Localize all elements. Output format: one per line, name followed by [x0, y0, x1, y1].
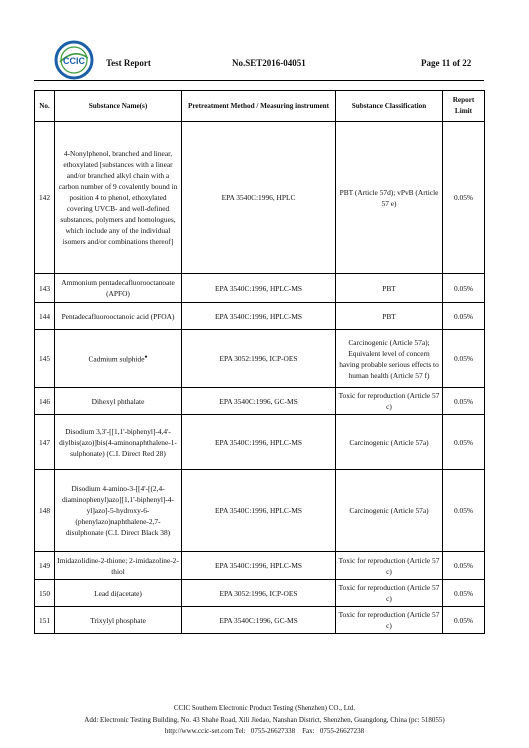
row-no: 146 — [35, 388, 55, 415]
row-limit: 0.05% — [443, 470, 485, 552]
row-classification: PBT — [336, 274, 443, 303]
row-limit: 0.05% — [443, 274, 485, 303]
logo-text: CCIC — [63, 56, 85, 66]
row-name — [55, 330, 182, 388]
row-method: EPA 3540C:1996, HPLC-MS — [182, 552, 336, 580]
substance-table — [34, 90, 485, 634]
row-limit: 0.05% — [443, 388, 485, 415]
row-limit: 0.05% — [443, 552, 485, 580]
row-name: 4-Nonylphenol, branched and linear, ethoxylated [substances with a linear and/or branched alkyl chain with a carbon number of 9 covalently bound in position 4 to phenol, ethoxylated covering UVCB- and well-defined substances, polymers and homologues, which include any of the individual isomers and/or combinations thereof] — [55, 122, 182, 274]
bullet-mark: ● — [144, 355, 148, 361]
page-number: Page 11 of 22 — [421, 58, 472, 68]
row-method: EPA 3540C:1996, HPLC-MS — [182, 274, 336, 303]
column-header-limit: Report Limit — [443, 91, 485, 122]
row-method: EPA 3540C:1996, HPLC-MS — [182, 470, 336, 552]
row-limit: 0.05% — [443, 607, 485, 634]
header-rule — [34, 80, 484, 81]
column-header-method: Pretreatment Method / Measuring instrument — [182, 91, 336, 122]
table-row — [35, 330, 485, 388]
row-name: Pentadecafluorooctanoic acid (PFOA) — [55, 303, 182, 330]
row-classification: Toxic for reproduction (Article 57 c) — [336, 580, 443, 607]
table-row — [35, 303, 485, 330]
row-method: EPA 3540C:1996, GC-MS — [182, 607, 336, 634]
row-classification: Toxic for reproduction (Article 57 c) — [336, 552, 443, 580]
row-classification: PBT (Article 57d); vPvB (Article 57 e) — [336, 122, 443, 274]
column-header-name: Substance Name(s) — [55, 91, 182, 122]
footer-address: Add: Electronic Testing Building, No. 43 Shahe Road, Xili Jiedao, Nanshan District, Shenzhen, Guangdong, China (pc: 518055) — [84, 716, 445, 724]
row-method: EPA 3540C:1996, HPLC-MS — [182, 415, 336, 470]
row-no: 144 — [35, 303, 55, 330]
row-classification: Toxic for reproduction (Article 57 c) — [336, 607, 443, 634]
footer-contact: http://www.ccic-set.com Tel: 0755-26627338 Fax: 0755-26627238 — [164, 727, 365, 735]
column-header-no: No. — [35, 91, 55, 122]
column-header-classification: Substance Classification — [336, 91, 443, 122]
row-method: EPA 3540C:1996, HPLC-MS — [182, 303, 336, 330]
row-limit: 0.05% — [443, 330, 485, 388]
table-row — [35, 388, 485, 415]
row-classification: Toxic for reproduction (Article 57 c) — [336, 388, 443, 415]
row-classification: Carcinogenic (Article 57a) — [336, 415, 443, 470]
row-no: 150 — [35, 580, 55, 607]
row-method: EPA 3540C:1996, GC-MS — [182, 388, 336, 415]
table-row — [35, 122, 485, 274]
row-classification: Carcinogenic (Article 57a) — [336, 470, 443, 552]
report-number: No.SET2016-04051 — [232, 58, 306, 68]
row-no: 143 — [35, 274, 55, 303]
table-header-row — [35, 91, 485, 122]
row-limit: 0.05% — [443, 580, 485, 607]
row-name-text: Cadmium sulphide — [88, 354, 145, 364]
row-name: Lead di(acetate) — [55, 580, 182, 607]
row-name: Imidazolidine-2-thione; 2-imidazoline-2-thiol — [55, 552, 182, 580]
row-name: Trixylyl phosphate — [55, 607, 182, 634]
row-method: EPA 3540C:1996, HPLC — [182, 122, 336, 274]
row-limit: 0.05% — [443, 122, 485, 274]
table-row — [35, 580, 485, 607]
table-row — [35, 415, 485, 470]
row-classification: PBT — [336, 303, 443, 330]
row-limit: 0.05% — [443, 303, 485, 330]
row-no: 149 — [35, 552, 55, 580]
row-name: Dihexyl phthalate — [55, 388, 182, 415]
table-row — [35, 470, 485, 552]
table-row — [35, 552, 485, 580]
ccic-logo-icon — [54, 40, 94, 80]
report-title: Test Report — [106, 58, 151, 68]
row-name: Ammonium pentadecafluorooctanoate (APFO) — [55, 274, 182, 303]
row-name: Disodium 3,3'-[[1,1'-biphenyl]-4,4'-diylbis(azo)]bis(4-aminonaphthalene-1-sulphonate) (C.I. Direct Red 28) — [55, 415, 182, 470]
table-row — [35, 274, 485, 303]
row-no: 145 — [35, 330, 55, 388]
row-no: 148 — [35, 470, 55, 552]
row-no: 147 — [35, 415, 55, 470]
row-name: Disodium 4-amino-3-[[4'-[(2,4-diaminophenyl)azo][1,1'-biphenyl]-4-yl]azo]-5-hydroxy-6-(phenylazo)naphthalene-2,7-disulphonate (C.I. Direct Black 38) — [55, 470, 182, 552]
row-classification: Carcinogenic (Article 57a); Equivalent level of concern having probable serious effects to human health (Article 57 f) — [336, 330, 443, 388]
row-method: EPA 3052:1996, ICP-OES — [182, 330, 336, 388]
page-header — [0, 0, 529, 90]
table-row — [35, 607, 485, 634]
row-limit: 0.05% — [443, 415, 485, 470]
footer-company: CCIC Southern Electronic Product Testing (Shenzhen) CO., Ltd. — [173, 704, 356, 712]
row-method: EPA 3052:1996, ICP-OES — [182, 580, 336, 607]
row-no: 151 — [35, 607, 55, 634]
row-no: 142 — [35, 122, 55, 274]
